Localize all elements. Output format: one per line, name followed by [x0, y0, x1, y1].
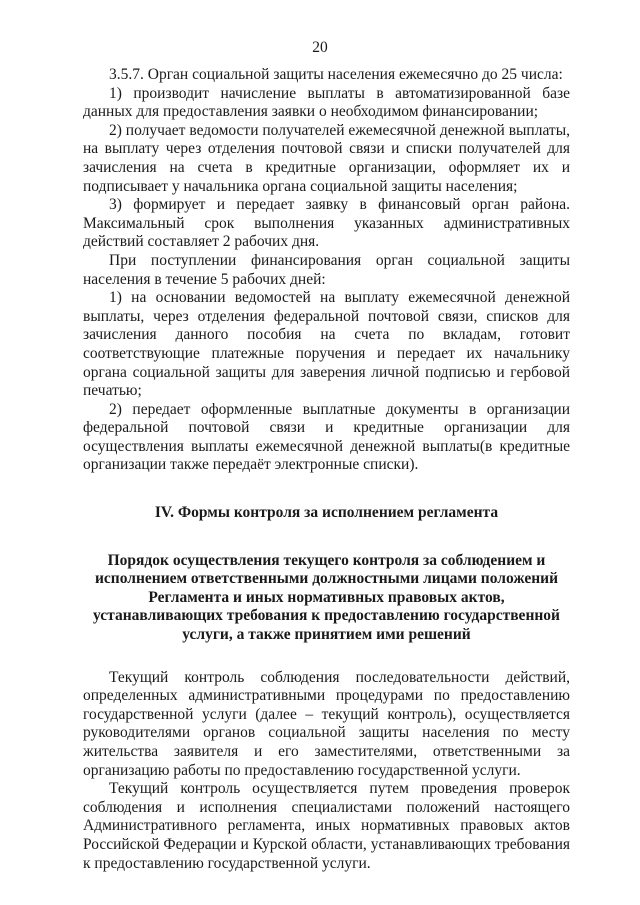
section-heading: IV. Формы контроля за исполнением регламента	[154, 504, 499, 522]
paragraph-financing: При поступлении финансирования орган социальной защиты населения в течение 5 рабочих дней:	[83, 251, 570, 288]
page-number: 20	[312, 39, 328, 56]
subsection-heading: Порядок осуществления текущего контроля за соблюдением и исполнением ответственными должностными лицами положений Регламента и иных нормативных правовых актов, устанавливающих требования к предоставлению государственной услуги, а также принятием ими решений	[93, 551, 560, 644]
paragraph-item-3: 3) формирует и передает заявку в финансовый орган района. Максимальный срок выполнения указанных административных действий составляет 2 рабочих дня.	[83, 196, 570, 251]
paragraph-financing-item-1: 1) на основании ведомостей на выплату ежемесячной денежной выплаты, через отделения федеральной почтовой связи, списков для зачисления данного пособия на счета по вкладам, готовит соответствующие платежные поручения и передает их начальнику органа социальной защиты для заверения личной подписью и гербовой печатью;	[83, 289, 570, 400]
paragraph-3-5-7: 3.5.7. Орган социальной защиты населения ежемесячно до 25 числа:	[109, 66, 563, 83]
document-body	[83, 66, 570, 873]
paragraph-current-control: Текущий контроль соблюдения последовательности действий, определенных административными процедурами по предоставлению государственной услуги (далее – текущий контроль), осуществляется руководителями органов социальной защиты населения по месту жительства заявителя и его заместителями, ответственными за организацию работы по предоставлению государственной услуги.	[83, 668, 570, 779]
paragraph-control-checks: Текущий контроль осуществляется путем проведения проверок соблюдения и исполнения специалистами положений настоящего Административного регламента, иных нормативных правовых актов Российской Федерации и Курской области, устанавливающих требования к предоставлению государственной услуги.	[83, 780, 570, 872]
paragraph-item-1: 1) производит начисление выплаты в автоматизированной базе данных для предоставления заявки о необходимом финансировании;	[83, 84, 570, 121]
paragraph-financing-item-2: 2) передает оформленные выплатные документы в организации федеральной почтовой связи и кредитные организации для осуществления выплаты ежемесячной денежной выплаты(в кредитные организации также передаёт электронные списки).	[83, 400, 570, 474]
paragraph-item-2: 2) получает ведомости получателей ежемесячной денежной выплаты, на выплату через отделения почтовой связи и списки получателей для зачисления на счета в кредитные организации, оформляет их и подписывает у начальника органа социальной защиты населения;	[83, 121, 570, 195]
